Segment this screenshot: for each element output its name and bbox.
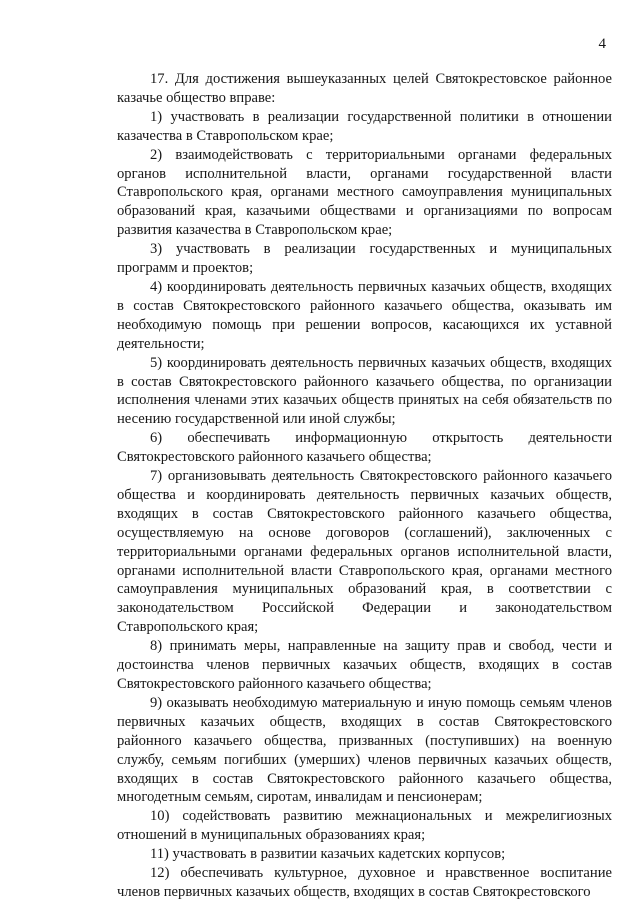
document-body [117, 70, 612, 902]
list-item-9: 9) оказывать необходимую материальную и иную помощь семьям членов первичных казачьих обществ, входящих в состав Святокрестовского районного казачьего общества, призванных (поступивших) на военную службу, семьям погибших (умерших) членов первичных казачьих обществ, входящих в состав Святокрестовского районного казачьего общества, многодетным семьям, сиротам, инвалидам и пенсионерам; [117, 694, 612, 806]
list-item-11: 11) участвовать в развитии казачьих кадетских корпусов; [150, 846, 506, 863]
list-item-2: 2) взаимодействовать с территориальными органами федеральных органов исполнительной власти, органами государственной власти Ставропольского края, органами местного самоуправления муниципальных образований края, казачьими обществами и организациями по вопросам развития казачества в Ставропольском крае; [117, 146, 612, 239]
list-item-8: 8) принимать меры, направленные на защиту прав и свобод, чести и достоинства членов первичных казачьих обществ, входящих в состав Святокрестовского районного казачьего общества; [117, 638, 612, 692]
list-item-5: 5) координировать деятельность первичных казачьих обществ, входящих в состав Святокрестовского районного казачьего общества, по организации исполнения членами этих казачьих обществ принятых на себя обязательств по несению государственной или иной службы; [117, 354, 612, 428]
list-item-10: 10) содействовать развитию межнациональных и межрелигиозных отношений в муниципальных образованиях края; [117, 808, 612, 844]
list-item-3: 3) участвовать в реализации государственных и муниципальных программ и проектов; [117, 241, 612, 277]
list-item-6: 6) обеспечивать информационную открытость деятельности Святокрестовского районного казачьего общества; [117, 430, 612, 466]
list-item-4: 4) координировать деятельность первичных казачьих обществ, входящих в состав Святокрестовского районного казачьего общества, оказывать им необходимую помощь при решении вопросов, касающихся их уставной деятельности; [117, 278, 612, 352]
list-item-12: 12) обеспечивать культурное, духовное и нравственное воспитание членов первичных казачьих обществ, входящих в состав Святокрестовского [117, 865, 612, 900]
page-number: 4 [598, 36, 606, 52]
paragraph-17-intro: 17. Для достижения вышеуказанных целей Святокрестовское районное казачье общество вправе: [117, 71, 612, 106]
list-item-1: 1) участвовать в реализации государственной политики в отношении казачества в Ставропольском крае; [117, 108, 612, 144]
list-item-7: 7) организовывать деятельность Святокрестовского районного казачьего общества и координировать деятельность первичных казачьих обществ, входящих в состав Святокрестовского районного казачьего общества, осуществляемую на основе договоров (соглашений), заключенных с территориальными органами федеральных органов исполнительной власти, органами исполнительной власти Ставропольского края, органами местного самоуправления муниципальных образований края, в соответствии с законодательством Российской Федерации и законодательством Ставропольского края; [117, 468, 612, 636]
